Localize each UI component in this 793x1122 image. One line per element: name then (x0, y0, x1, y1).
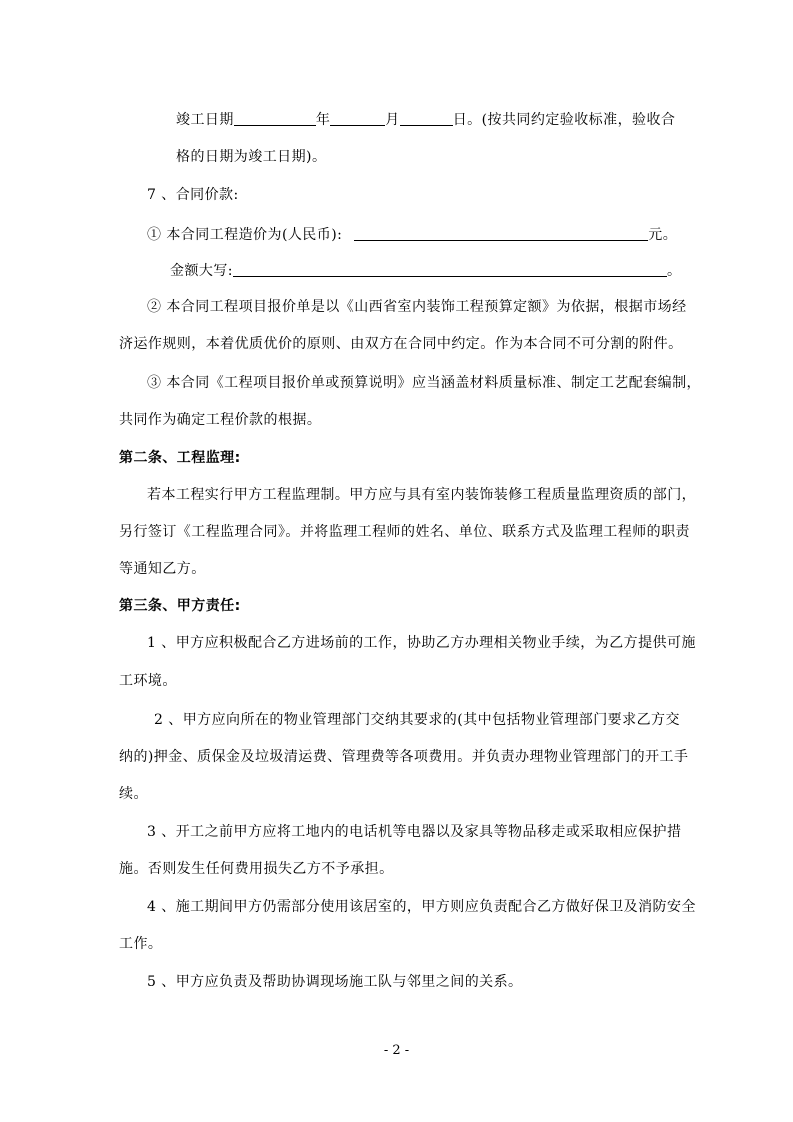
amount-words-line (170, 261, 681, 281)
year-blank (234, 111, 316, 126)
item-3-line-1: 3 、开工之前甲方应将工地内的电话机等电器以及家具等物品移走或采取相应保护措 (147, 824, 682, 840)
contract-price-label: ① 本合同工程造价为(人民币): (147, 227, 343, 243)
paragraph-3-line-2: 共同作为确定工程价款的根据。 (119, 412, 322, 428)
item-3-line-2: 施。否则发生任何费用损失乙方不予承担。 (119, 861, 394, 877)
item-1-line-2: 工环境。 (119, 673, 177, 689)
article-2-line-3: 等通知乙方。 (119, 561, 206, 577)
amount-words-blank (233, 262, 667, 277)
item-2-line-3: 续。 (119, 786, 148, 802)
article-3-heading: 第三条、甲方责任: (119, 598, 241, 614)
day-note: 日。(按共同约定验收标准，验收合 (452, 112, 676, 128)
article-2-heading: 第二条、工程监理: (119, 450, 241, 466)
item-2-line-2: 纳的)押金、质保金及垃圾清运费、管理费等各项费用。并负责办理物业管理部门的开工手 (119, 749, 689, 765)
month-blank (330, 111, 385, 126)
amount-words-label: 金额大写: (170, 263, 233, 279)
article-2-line-1: 若本工程实行甲方工程监理制。甲方应与具有室内装饰装修工程质量监理资质的部门， (147, 487, 697, 503)
day-blank (400, 111, 453, 126)
completion-date-line (176, 110, 675, 130)
contract-price-blank (354, 226, 648, 241)
contract-price-unit: 元。 (648, 227, 678, 243)
item-4-line-2: 工作。 (119, 936, 163, 952)
paragraph-2-line-2: 济运作规则，本着优质优价的原则、由双方在合同中约定。作为本合同不可分割的附件。 (119, 336, 683, 352)
amount-words-end: 。 (666, 263, 682, 279)
paragraph-3-line-1: ③ 本合同《工程项目报价单或预算说明》应当涵盖材料质量标准、制定工艺配套编制， (147, 375, 701, 391)
item-1-line-1: 1 、甲方应积极配合乙方进场前的工作，协助乙方办理相关物业手续，为乙方提供可施 (147, 635, 696, 651)
contract-price-line (147, 225, 677, 245)
page-number: - 2 - (383, 1043, 410, 1058)
article-2-line-2: 另行签订《工程监理合同》。并将监理工程师的姓名、单位、联系方式及监理工程师的职责 (119, 524, 690, 540)
month-label: 月 (385, 112, 400, 128)
completion-date-label: 竣工日期 (176, 112, 234, 128)
paragraph-2-line-1: ② 本合同工程项目报价单是以《山西省室内装饰工程预算定额》为依据，根据市场经 (147, 299, 687, 315)
item-2-line-1: 2 、甲方应向所在的物业管理部门交纳其要求的(其中包括物业管理部门要求乙方交 (154, 712, 680, 728)
year-label: 年 (315, 112, 331, 128)
completion-date-note: 格的日期为竣工日期)。 (176, 149, 327, 165)
section-7-title: 7 、合同价款: (147, 187, 239, 203)
item-4-line-1: 4 、施工期间甲方仍需部分使用该居室的，甲方则应负责配合乙方做好保卫及消防安全 (147, 899, 696, 915)
item-5-line-1: 5 、甲方应负责及帮助协调现场施工队与邻里之间的关系。 (147, 974, 523, 990)
